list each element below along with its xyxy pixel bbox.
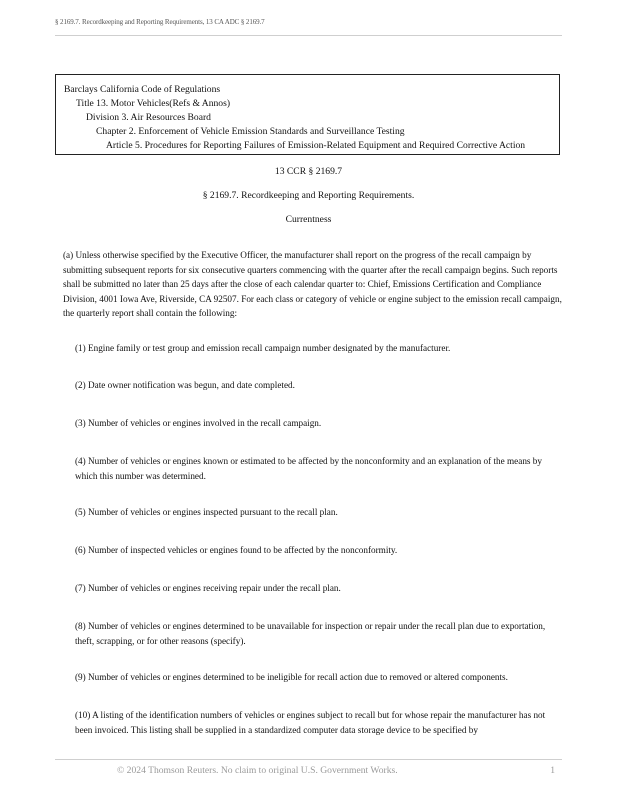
division-line: Division 3. Air Resources Board [86, 112, 211, 123]
section-heading: § 2169.7. Recordkeeping and Reporting Requirements. [202, 190, 415, 201]
page-number: 1 [550, 765, 555, 776]
footer-divider [55, 759, 562, 760]
list-item-7: (7) Number of vehicles or engines receiving repair under the recall plan. [75, 583, 341, 593]
paragraph-a: (a) Unless otherwise specified by the Executive Officer, the manufacturer shall report on the progress of the recall campaign by submitting subsequent reports for six consecutive quarters commencing with the quarter after the recall campaign begins. Such reports shall be submitted no later than 25 days after the close of each calendar quarter to: Chief, Emissions Certification and Compliance Division, 4001 Iowa Ave, Riverside, CA 92507. For each class or category of vehicle or engine subject to the emission recall campaign, the quarterly report shall contain the following: [63, 250, 562, 318]
list-item-10: (10) A listing of the identification numbers of vehicles or engines subject to recall but for whose repair the manufacturer has not been invoiced. This listing shall be supplied in a standardized computer data storage device to be specified by [75, 710, 546, 735]
list-item-1: (1) Engine family or test group and emission recall campaign number designated by the manufacturer. [75, 343, 451, 353]
list-item-8: (8) Number of vehicles or engines determined to be unavailable for inspection or repair under the recall plan due to exportation, theft, scrapping, or for other reasons (specify). [75, 621, 546, 646]
list-item-5: (5) Number of vehicles or engines inspected pursuant to the recall plan. [75, 507, 338, 517]
citation-hierarchy-box [55, 74, 560, 155]
list-item-4: (4) Number of vehicles or engines known or estimated to be affected by the nonconformity and an explanation of the means by which this number was determined. [75, 456, 542, 481]
publisher-line: Barclays California Code of Regulations [64, 84, 221, 95]
title-line: Title 13. Motor Vehicles(Refs & Annos) [76, 98, 231, 109]
list-item-9: (9) Number of vehicles or engines determined to be ineligible for recall action due to removed or altered components. [75, 672, 508, 682]
chapter-line: Chapter 2. Enforcement of Vehicle Emission Standards and Surveillance Testing [96, 126, 405, 137]
section-code: 13 CCR § 2169.7 [274, 166, 343, 177]
list-item-3: (3) Number of vehicles or engines involved in the recall campaign. [75, 418, 322, 428]
copyright-notice: © 2024 Thomson Reuters. No claim to original U.S. Government Works. [117, 765, 398, 776]
running-header: § 2169.7. Recordkeeping and Reporting Requirements, 13 CA ADC § 2169.7 [55, 18, 562, 36]
article-line: Article 5. Procedures for Reporting Failures of Emission-Related Equipment and Required Corrective Action [106, 140, 526, 151]
currentness-label: Currentness [285, 214, 332, 225]
list-item-6: (6) Number of inspected vehicles or engines found to be affected by the nonconformity. [75, 545, 398, 555]
list-item-2: (2) Date owner notification was begun, and date completed. [75, 380, 295, 390]
